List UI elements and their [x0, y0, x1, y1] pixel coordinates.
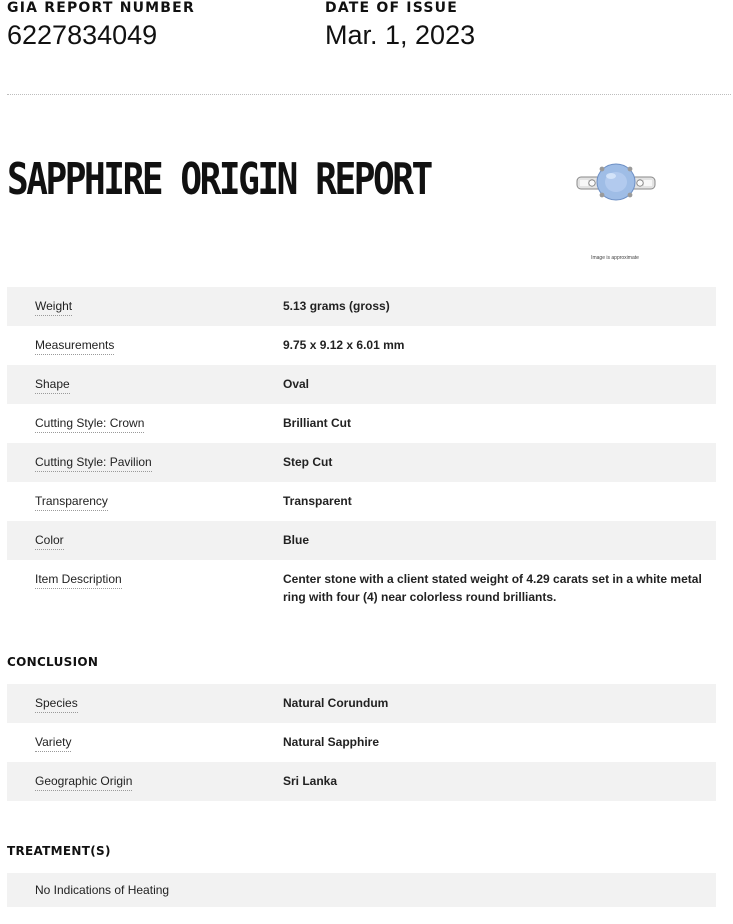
detail-value: Brilliant Cut — [283, 416, 351, 430]
detail-row-shape — [7, 365, 716, 404]
treatment-row — [7, 873, 716, 907]
detail-row-cutting-style-pavilion — [7, 443, 716, 482]
detail-label: Measurements — [35, 338, 114, 355]
detail-value: Oval — [283, 377, 310, 391]
conclusion-row-variety — [7, 723, 716, 762]
detail-label: Shape — [35, 377, 70, 394]
date-of-issue: Mar. 1, 2023 — [325, 20, 476, 50]
detail-value: Center stone with a client stated weight of 4.29 carats set in a white metal ring with four (4) near colorless round brilliants. — [283, 572, 702, 604]
detail-row-color — [7, 521, 716, 560]
treatments-heading: TREATMENT(S) — [7, 844, 111, 858]
header-divider — [7, 94, 731, 95]
detail-label: Weight — [35, 299, 72, 316]
ring-image — [574, 160, 658, 206]
report-number-block — [7, 0, 195, 52]
detail-label: Cutting Style: Crown — [35, 416, 144, 433]
detail-row-measurements — [7, 326, 716, 365]
detail-value: 9.75 x 9.12 x 6.01 mm — [283, 338, 405, 352]
detail-value: Step Cut — [283, 455, 333, 469]
conclusion-label: Species — [35, 696, 78, 713]
detail-row-weight — [7, 287, 716, 326]
conclusion-value: Natural Corundum — [283, 696, 389, 710]
conclusion-heading: CONCLUSION — [7, 655, 99, 669]
conclusion-label: Geographic Origin — [35, 774, 132, 791]
detail-label: Item Description — [35, 572, 122, 589]
details-table — [7, 287, 716, 618]
image-caption: Image is approximate — [591, 255, 639, 261]
report-number-label: GIA REPORT NUMBER — [7, 0, 195, 16]
detail-row-item-description — [7, 560, 716, 618]
detail-label: Transparency — [35, 494, 108, 511]
detail-label: Color — [35, 533, 64, 550]
detail-value: Blue — [283, 533, 310, 547]
conclusion-row-geographic-origin — [7, 762, 716, 801]
conclusion-row-species — [7, 684, 716, 723]
detail-label: Cutting Style: Pavilion — [35, 455, 152, 472]
date-of-issue-label: DATE OF ISSUE — [325, 0, 458, 16]
conclusion-value: Natural Sapphire — [283, 735, 380, 749]
date-of-issue-block — [325, 0, 475, 52]
conclusion-label: Variety — [35, 735, 71, 752]
detail-row-cutting-style-crown — [7, 404, 716, 443]
report-title: SAPPHIRE ORIGIN REPORT — [7, 154, 431, 205]
detail-value: Transparent — [283, 494, 352, 508]
detail-value: 5.13 grams (gross) — [283, 299, 390, 313]
conclusion-value: Sri Lanka — [283, 774, 338, 788]
report-number: 6227834049 — [7, 20, 158, 50]
treatments-table — [7, 873, 716, 907]
treatment-label: No Indications of Heating — [35, 883, 170, 897]
detail-row-transparency — [7, 482, 716, 521]
conclusion-table — [7, 684, 716, 801]
